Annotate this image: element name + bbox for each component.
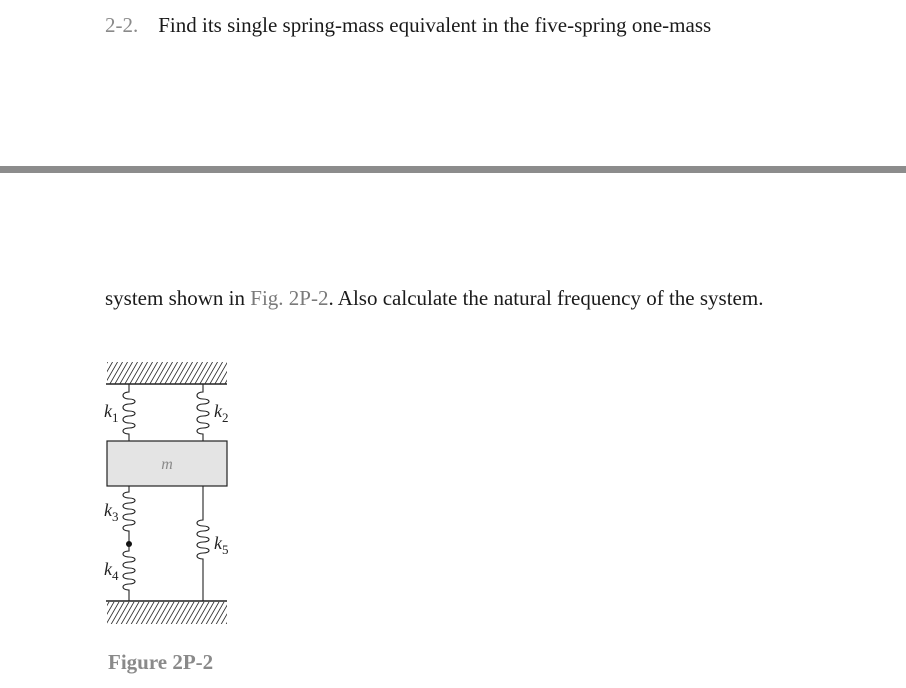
spring-k2: [197, 384, 209, 441]
mass-label: m: [161, 456, 173, 473]
problem-text-continued: [105, 284, 805, 312]
problem-heading: [105, 11, 711, 39]
page-separator: [0, 166, 906, 173]
problem-text-first-line: Find its single spring-mass equivalent in the five-spring one-mass: [158, 13, 712, 37]
top-ground: [106, 362, 227, 384]
problem-text-post: . Also calculate the natural frequency of the system.: [328, 286, 764, 310]
label-k4: $k_4$: [104, 559, 119, 583]
label-k2: $k_2$: [214, 401, 229, 425]
problem-text-pre: system shown in: [105, 286, 251, 310]
problem-number: 2-2.: [105, 13, 139, 37]
spring-mass-figure: [100, 356, 240, 632]
spring-k1: [123, 384, 135, 441]
spring-k3: [123, 486, 135, 544]
figure-caption: Figure 2P-2: [108, 650, 214, 674]
spring-k5: [197, 486, 209, 601]
label-k1: $k_1$: [104, 401, 119, 425]
label-k5: $k_5$: [214, 533, 229, 557]
spring-k4: [123, 544, 135, 601]
bottom-ground: [106, 601, 227, 624]
figure-reference-link[interactable]: Fig. 2P-2: [250, 286, 329, 310]
label-k3: $k_3$: [104, 500, 119, 524]
